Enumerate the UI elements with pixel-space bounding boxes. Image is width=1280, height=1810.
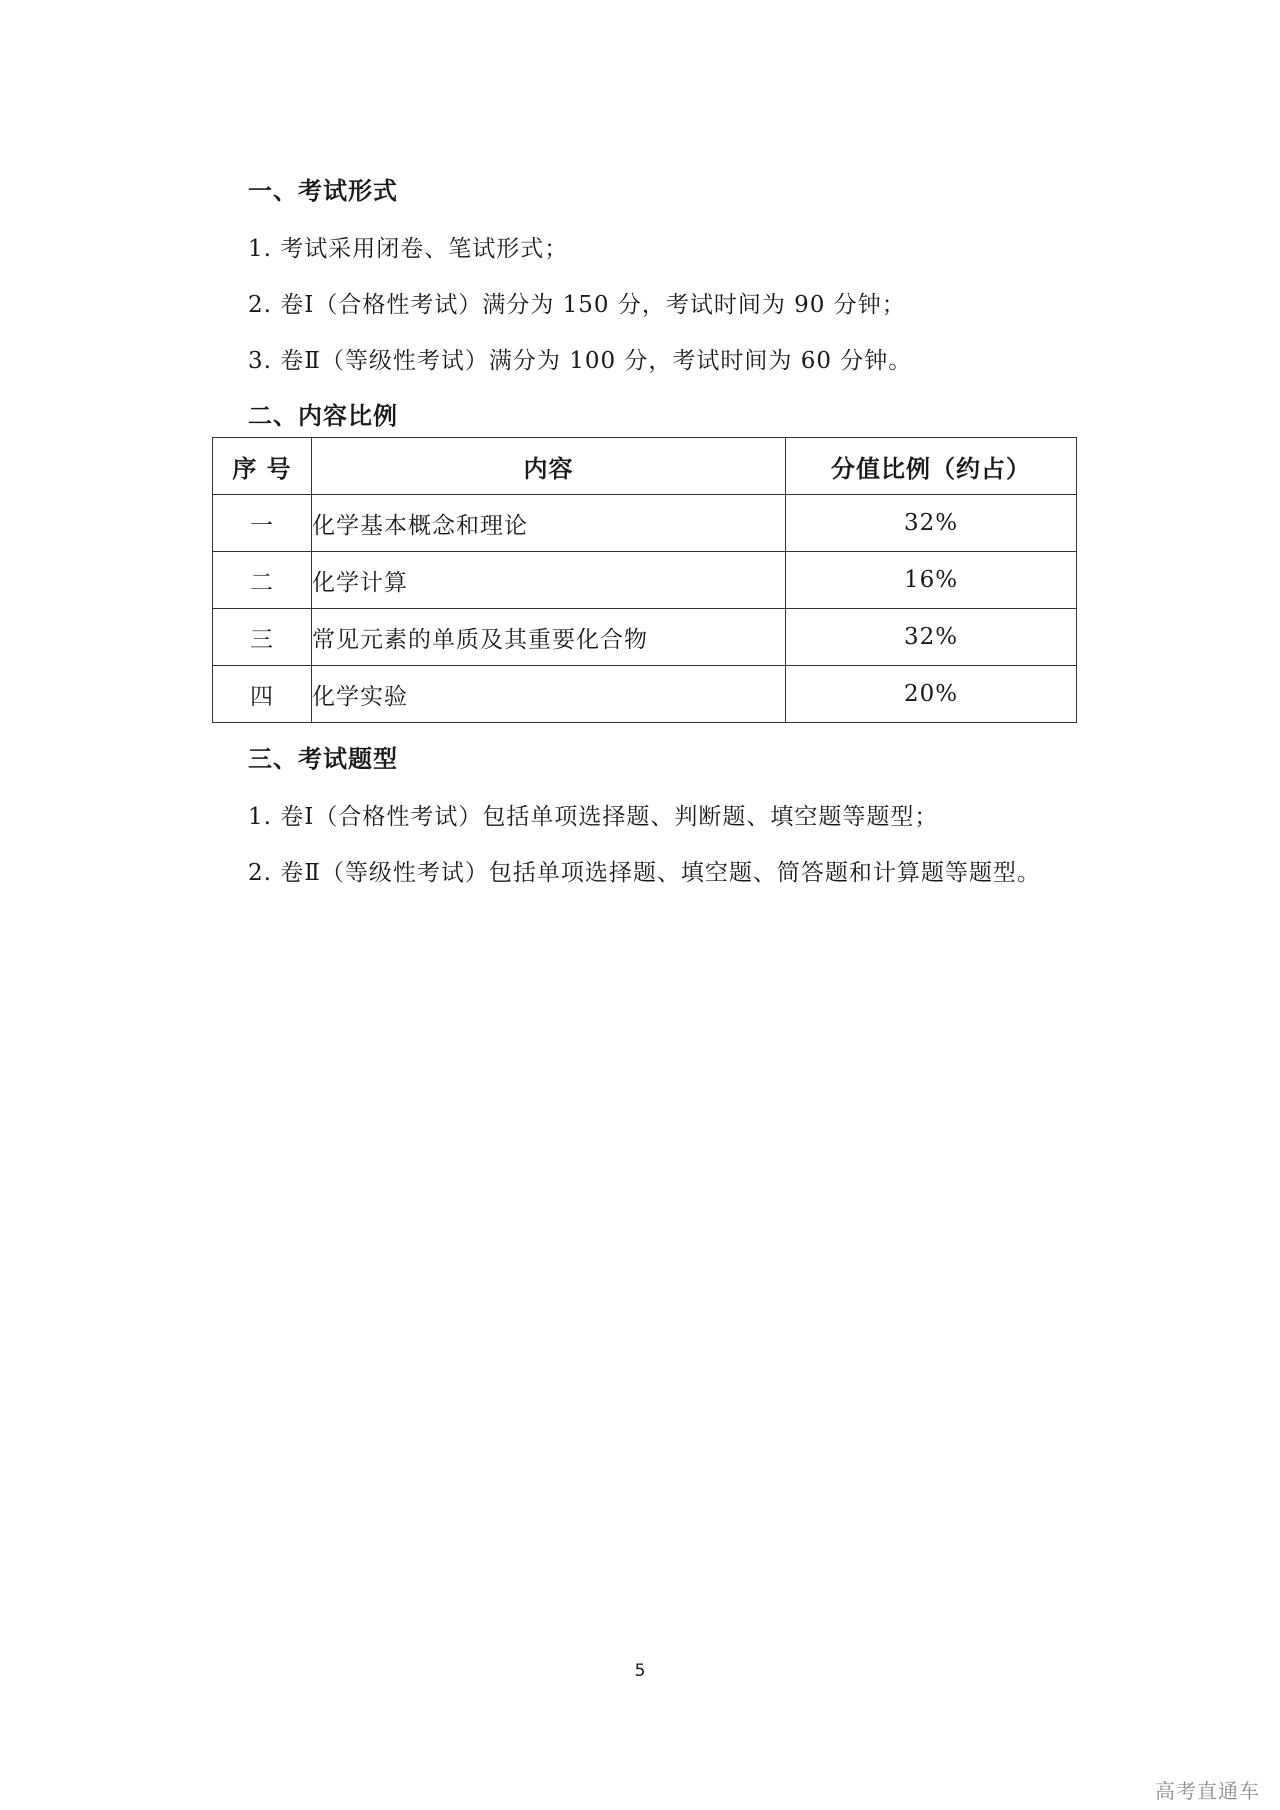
header-content: 内容 (312, 438, 786, 495)
section-heading-content-ratio: 二、内容比例 (248, 402, 398, 430)
row-no: 一 (213, 495, 312, 552)
section-heading-question-types: 三、考试题型 (248, 745, 398, 773)
row-no: 四 (213, 666, 312, 723)
header-ratio: 分值比例（约占） (786, 438, 1077, 495)
table-row (213, 552, 1077, 609)
exam-format-item-1: 1. 考试采用闭卷、笔试形式； (248, 236, 569, 262)
question-types-item-2: 2. 卷Ⅱ（等级性考试）包括单项选择题、填空题、简答题和计算题等题型。 (248, 860, 1041, 886)
row-no: 二 (213, 552, 312, 609)
row-ratio: 32% (786, 495, 1077, 552)
table-row (213, 666, 1077, 723)
header-no: 序 号 (213, 438, 312, 495)
exam-format-item-2: 2. 卷Ⅰ（合格性考试）满分为 150 分，考试时间为 90 分钟； (248, 292, 906, 318)
exam-format-item-3: 3. 卷Ⅱ（等级性考试）满分为 100 分，考试时间为 60 分钟。 (248, 348, 913, 374)
row-ratio: 20% (786, 666, 1077, 723)
row-content: 化学计算 (312, 552, 786, 609)
row-ratio: 32% (786, 609, 1077, 666)
row-content: 常见元素的单质及其重要化合物 (312, 609, 786, 666)
page-number: 5 (634, 1661, 646, 1681)
question-types-item-1: 1. 卷Ⅰ（合格性考试）包括单项选择题、判断题、填空题等题型； (248, 804, 939, 830)
row-content: 化学实验 (312, 666, 786, 723)
table-row (213, 609, 1077, 666)
watermark: 高考直通车 (1155, 1779, 1260, 1803)
row-content: 化学基本概念和理论 (312, 495, 786, 552)
content-ratio-table (212, 437, 1077, 723)
table-header-row (213, 438, 1077, 495)
row-ratio: 16% (786, 552, 1077, 609)
row-no: 三 (213, 609, 312, 666)
section-heading-exam-format: 一、考试形式 (248, 177, 398, 205)
table-row (213, 495, 1077, 552)
